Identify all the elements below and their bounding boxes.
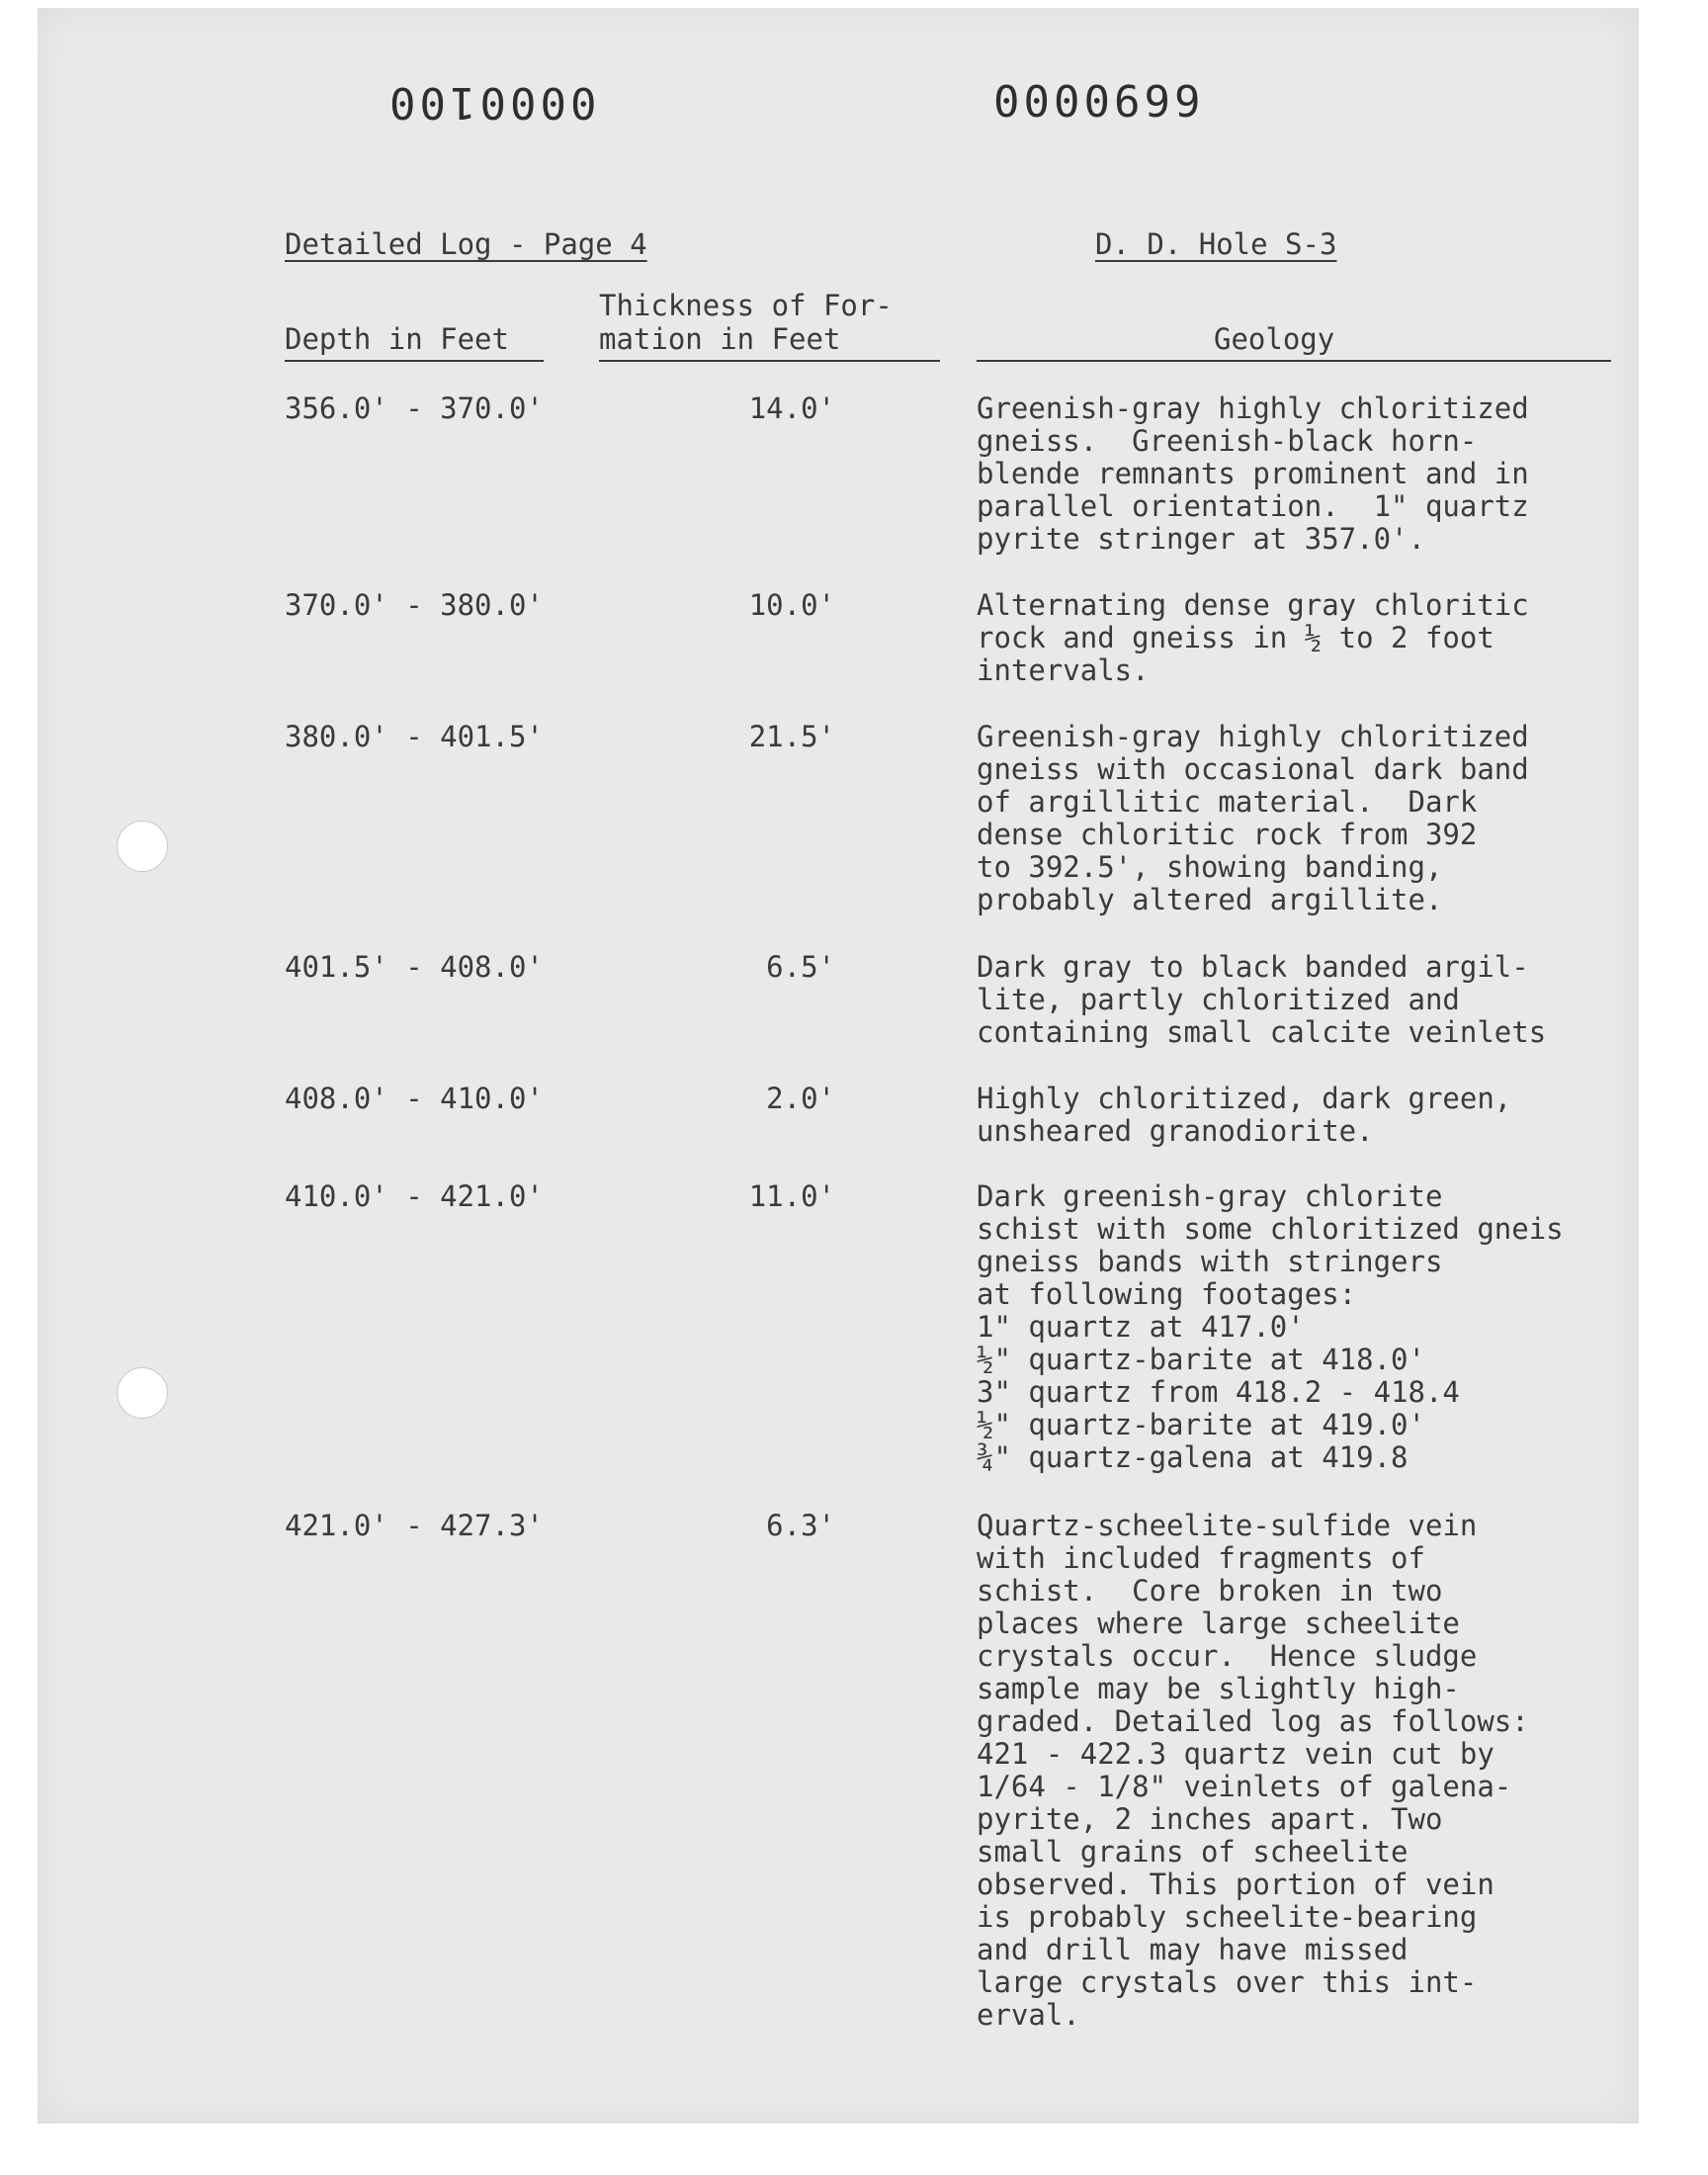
punch-hole <box>117 821 168 872</box>
column-rule <box>285 360 544 362</box>
depth-cell: 401.5' - 408.0' <box>285 950 544 984</box>
depth-cell: 380.0' - 401.5' <box>285 720 544 753</box>
thickness-cell: 6.5' <box>766 950 835 984</box>
punch-hole <box>117 1367 168 1419</box>
page-title: Detailed Log - Page 4 <box>285 227 647 261</box>
depth-cell: 408.0' - 410.0' <box>285 1082 544 1115</box>
geology-cell: Alternating dense gray chloritic rock and gneiss in ½ to 2 foot intervals. <box>977 588 1529 687</box>
geology-cell: Highly chloritized, dark green, unsheared granodiorite. <box>977 1082 1512 1148</box>
depth-cell: 356.0' - 370.0' <box>285 392 544 425</box>
thickness-cell: 6.3' <box>766 1509 835 1542</box>
column-header-thickness: Thickness of For- mation in Feet <box>599 289 893 356</box>
document-number-stamp: 0000100 <box>385 77 597 128</box>
thickness-cell: 14.0' <box>748 392 835 425</box>
thickness-cell: 11.0' <box>748 1179 835 1213</box>
column-rule <box>599 360 940 362</box>
thickness-cell: 21.5' <box>748 720 835 753</box>
depth-cell: 421.0' - 427.3' <box>285 1509 544 1542</box>
geology-cell: Dark greenish-gray chlorite schist with some chloritized gneis gneiss bands with stringers at following footages: 1" quartz at 417.0' ½" quartz-barite at 418.0' 3" quartz from 418.2 - 418.4 ½" quartz-barite at 419.0' ¾" quartz-galena at 419.8 <box>977 1179 1564 1474</box>
thickness-cell: 10.0' <box>748 588 835 622</box>
geology-cell: Quartz-scheelite-sulfide vein with included fragments of schist. Core broken in two places where large scheelite crystals occur. Hence sludge sample may be slightly high- graded. Detailed log as follows: 421 - 422.3 quartz vein cut by 1/64 - 1/8" veinlets of galena- pyrite, 2 inches apart. Two small grains of scheelite observed. This portion of vein is probably scheelite-bearing and drill may have missed large crystals over this int- erval. <box>977 1509 1529 2032</box>
column-header-depth: Depth in Feet <box>285 322 509 356</box>
depth-cell: 410.0' - 421.0' <box>285 1179 544 1213</box>
document-number-stamp: 0000699 <box>993 77 1205 128</box>
hole-title: D. D. Hole S-3 <box>1095 227 1337 261</box>
column-rule <box>977 360 1611 362</box>
depth-cell: 370.0' - 380.0' <box>285 588 544 622</box>
thickness-cell: 2.0' <box>766 1082 835 1115</box>
geology-cell: Greenish-gray highly chloritized gneiss with occasional dark band of argillitic material. Dark dense chloritic rock from 392 to 392.5', showing banding, probably altered argillite. <box>977 720 1529 916</box>
geology-cell: Dark gray to black banded argil- lite, partly chloritized and containing small calcite veinlets <box>977 950 1547 1049</box>
geology-cell: Greenish-gray highly chloritized gneiss. Greenish-black horn- blende remnants prominent and in parallel orientation. 1" quartz pyrite stringer at 357.0'. <box>977 392 1529 556</box>
column-header-geology: Geology <box>1214 322 1335 356</box>
